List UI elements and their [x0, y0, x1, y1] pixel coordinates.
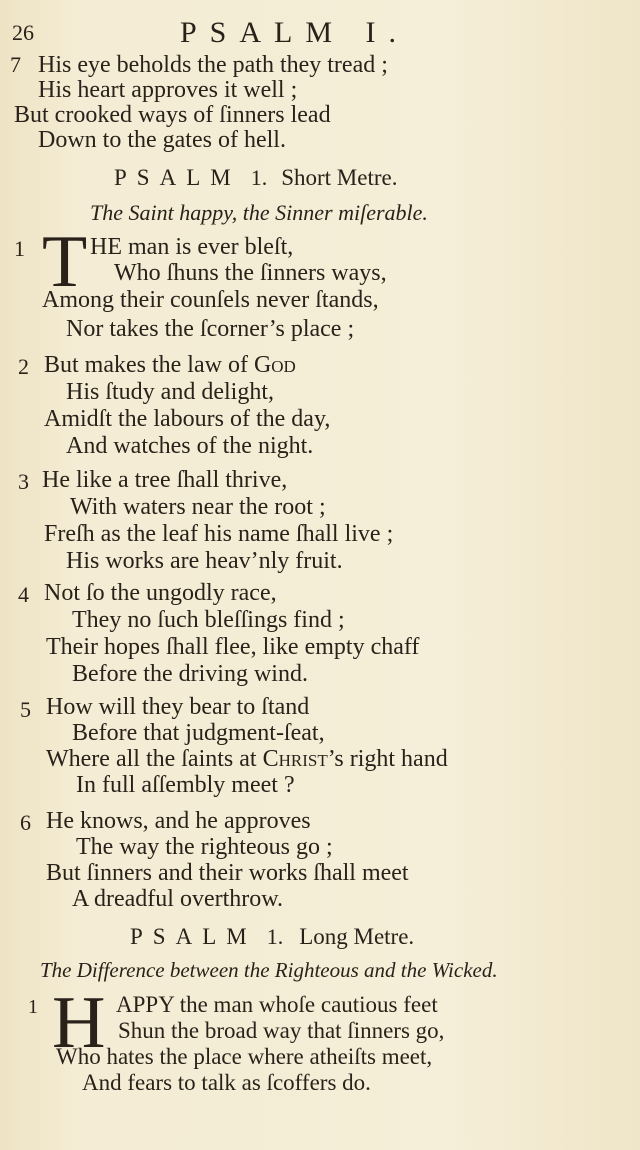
stanza-number: 4	[18, 582, 29, 607]
verse-line: Freſh as the leaf his name ſhall live ;	[44, 521, 394, 547]
verse-line: Who hates the place where atheiſts meet,	[56, 1044, 433, 1069]
psalm-heading	[130, 924, 414, 950]
verse-line: And watches of the night.	[66, 433, 314, 459]
page-number: 26	[12, 20, 34, 45]
verse-line: In full aſſembly meet ?	[76, 772, 295, 798]
verse-line: With waters near the root ;	[70, 494, 326, 520]
verse-line: A dreadful overthrow.	[72, 886, 284, 912]
psalm-number: 1.	[266, 924, 284, 949]
verse-line: Down to the gates of hell.	[38, 127, 286, 153]
verse-text: ’s right hand	[327, 746, 448, 772]
stanza-number: 5	[20, 697, 31, 722]
verse-line: Shun the broad way that ſinners go,	[118, 1018, 445, 1043]
verse-line: Nor takes the ſcorner’s place ;	[66, 316, 355, 342]
verse-line: Their hopes ſhall flee, like empty chaff	[46, 634, 420, 660]
psalm-subtitle: The Saint happy, the Sinner miſerable.	[90, 200, 428, 225]
verse-line: Who ſhuns the ſinners ways,	[114, 260, 387, 286]
stanza-number: 3	[18, 469, 29, 494]
psalm-heading	[114, 165, 397, 191]
verse-line: Not ſo the ungodly race,	[44, 580, 277, 606]
verse-line: He like a tree ſhall thrive,	[42, 467, 288, 493]
verse-text: But makes the law of	[44, 352, 248, 378]
verse-line: HE man is ever bleſt,	[90, 234, 294, 260]
stanza-number: 6	[20, 810, 31, 835]
verse-line: But crooked ways of ſinners lead	[14, 102, 331, 128]
verse-line	[46, 746, 448, 772]
verse-line: The way the righteous go ;	[76, 834, 333, 860]
verse-line: But ſinners and their works ſhall meet	[46, 860, 409, 886]
psalm-title: PSALM	[130, 924, 257, 949]
stanza-number: 7	[10, 52, 21, 77]
verse-line: Among their counſels never ſtands,	[42, 287, 379, 313]
psalm-subtitle: The Difference between the Righteous and the Wicked.	[40, 958, 498, 982]
running-head: PSALM I.	[180, 16, 410, 49]
stanza-number: 2	[18, 354, 29, 379]
verse-line	[44, 352, 296, 378]
verse-line: And fears to talk as ſcoffers do.	[82, 1070, 371, 1095]
verse-line: How will they bear to ſtand	[46, 694, 310, 720]
verse-line: His heart approves it well ;	[38, 77, 298, 103]
drop-cap: H	[52, 982, 106, 1064]
verse-text: Where all the ſaints at	[46, 746, 257, 772]
psalm-title: PSALM	[114, 165, 241, 190]
verse-line: Before the driving wind.	[72, 661, 308, 687]
verse-line: His works are heav’nly fruit.	[66, 548, 343, 574]
stanza-number: 1	[28, 996, 38, 1018]
verse-line: Before that judgment-ſeat,	[72, 720, 325, 746]
verse-line: His ſtudy and delight,	[66, 379, 274, 405]
verse-line: They no ſuch bleſſings find ;	[72, 607, 345, 633]
psalm-metre: Short Metre.	[281, 165, 398, 190]
divine-name: God	[253, 352, 296, 378]
stanza-number: 1	[14, 236, 25, 261]
psalm-metre: Long Metre.	[299, 924, 415, 949]
verse-line: He knows, and he approves	[46, 808, 311, 834]
verse-line: APPY the man whoſe cautious feet	[116, 992, 438, 1017]
verse-line: His eye beholds the path they tread ;	[38, 52, 388, 78]
verse-line: Amidſt the labours of the day,	[44, 406, 331, 432]
psalm-number: 1.	[250, 165, 268, 190]
divine-name: Christ	[262, 746, 328, 772]
drop-cap: T	[42, 221, 88, 303]
